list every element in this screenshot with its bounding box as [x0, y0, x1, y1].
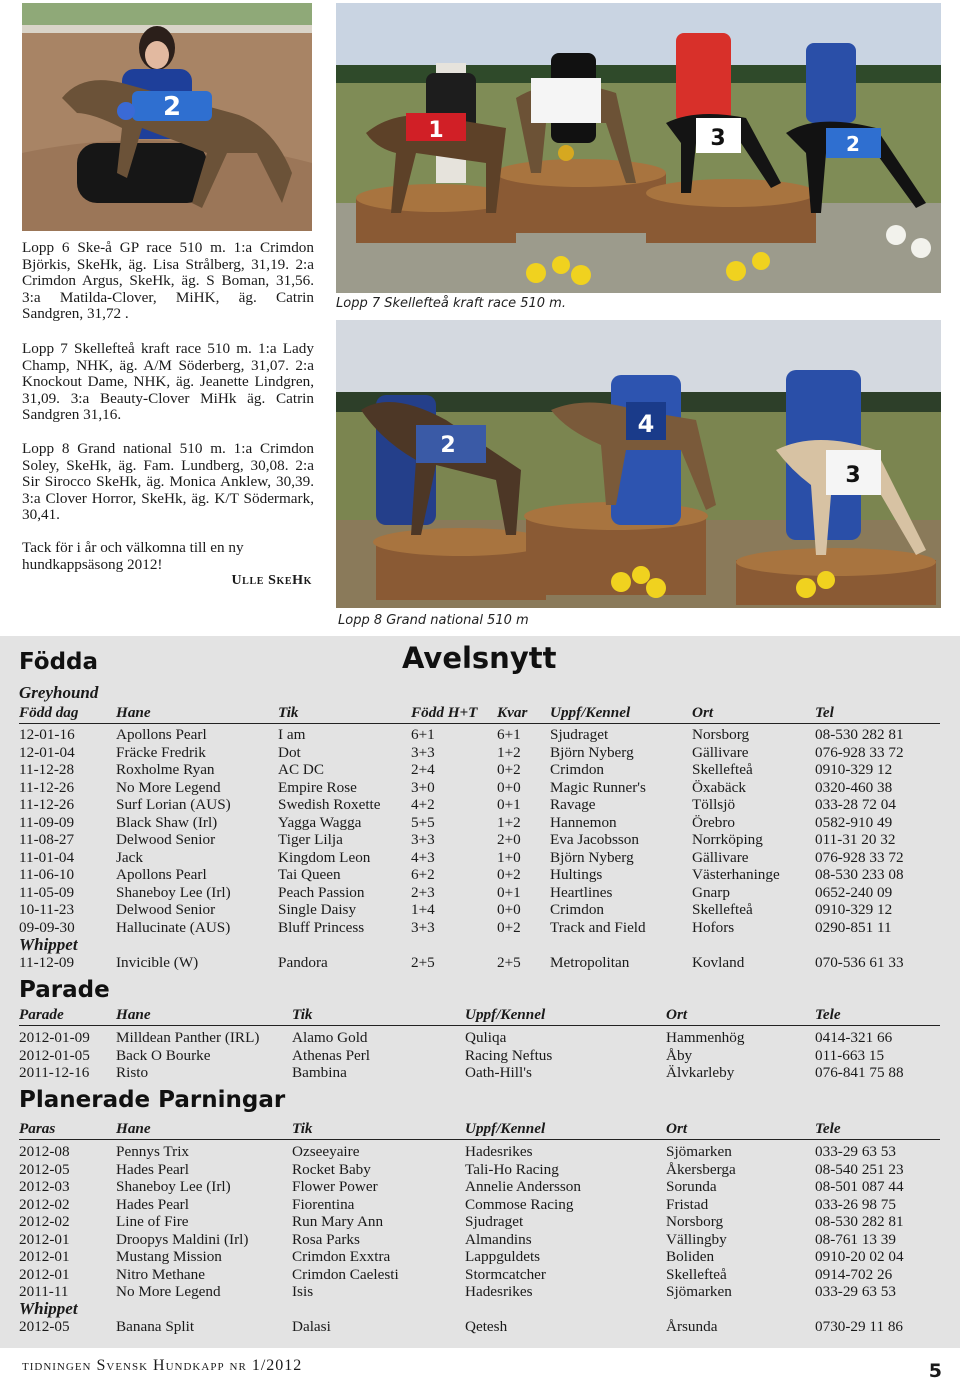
table-cell: 033-28 72 04 — [815, 796, 896, 813]
table-cell: Single Daisy — [278, 901, 357, 918]
table-cell: 08-761 13 39 — [815, 1230, 896, 1248]
table-cell: Shaneboy Lee (Irl) — [116, 883, 231, 901]
article-paragraph-race-8: Lopp 8 Grand national 510 m. 1:a Crimdon Soley, SkeHk, äg. Fam. Lundberg, 30,08. 2:a Sir Sirocco SkeHk, äg. Monica Anklew, 30,39. 3:a Clover Horror, SkeHk, äg. K/T Södermark, 30,41. — [22, 440, 314, 524]
svg-text:2: 2 — [440, 433, 456, 458]
table-cell: 11-05-09 — [19, 883, 75, 901]
table-cell: Banana Split — [116, 1318, 195, 1335]
svg-text:1: 1 — [428, 118, 444, 143]
table-cell: Line of Fire — [116, 1213, 189, 1230]
table-cell: 033-29 63 53 — [815, 1143, 896, 1160]
table-cell: 6+2 — [411, 866, 435, 883]
photo-podium-race-8 — [336, 320, 941, 608]
table-cell: Sjömarken — [666, 1143, 732, 1160]
column-header: Parade — [19, 1006, 64, 1023]
table-cell: Hultings — [550, 866, 603, 883]
table-cell: Björn Nyberg — [550, 743, 634, 761]
article-paragraph-closing: Tack för i år och välkomna till en ny hundkappsäsong 2012! — [22, 539, 244, 573]
table-cell: 1+0 — [497, 848, 521, 866]
table-cell: 3+3 — [411, 918, 435, 936]
table-cell: Shaneboy Lee (Irl) — [116, 1178, 231, 1195]
table-cell: Magic Runner's — [550, 778, 646, 796]
table-cell: 11-12-09 — [19, 954, 75, 971]
table-cell: Björn Nyberg — [550, 848, 634, 866]
table-cell: 0914-702 26 — [815, 1265, 893, 1283]
table-cell: Qetesh — [465, 1318, 508, 1335]
table-cell: 2012-03 — [19, 1178, 70, 1195]
table-cell: 2012-08 — [19, 1143, 70, 1160]
table-cell: No More Legend — [116, 778, 221, 796]
table-row — [19, 1231, 940, 1249]
column-header: Hane — [116, 1006, 151, 1023]
table-cell: Almandins — [465, 1230, 532, 1248]
table-row — [19, 831, 940, 849]
column-header: Tik — [292, 1006, 313, 1023]
table-cell: 3+3 — [411, 831, 435, 848]
table-cell: Töllsjö — [692, 796, 736, 813]
table-cell: No More Legend — [116, 1283, 221, 1300]
table-cell: Ravage — [550, 796, 596, 813]
table-row — [19, 1178, 940, 1196]
table-cell: Heartlines — [550, 883, 613, 901]
table-row — [19, 726, 940, 744]
article-paragraph-race-6: Lopp 6 Ske-å GP race 510 m. 1:a Crimdon Björkis, SkeHk, äg. Lisa Strålberg, 31,19. 2:a Crimdon Argus, SkeHk, äg. S Boman, 31,56. 3:a Matilda-Clover, MiHK, äg. Catrin Sandgren, 31,72 . — [22, 239, 314, 323]
table-cell: 2+5 — [411, 954, 435, 971]
table-cell: 08-530 282 81 — [815, 726, 904, 743]
table-row — [19, 744, 940, 762]
table-cell: Flower Power — [292, 1178, 378, 1195]
table-cell: Nitro Methane — [116, 1265, 205, 1283]
table-cell: Apollons Pearl — [116, 726, 207, 743]
table-header-planerade — [19, 1120, 940, 1140]
table-cell: 2+0 — [497, 831, 521, 848]
column-header: Uppf/Kennel — [550, 704, 631, 721]
table-cell: 11-12-26 — [19, 796, 75, 813]
table-cell: 2012-01-05 — [19, 1046, 90, 1064]
table-row — [19, 796, 940, 814]
table-cell: Delwood Senior — [116, 831, 216, 848]
table-cell: 0290-851 11 — [815, 918, 892, 936]
table-cell: 0910-329 12 — [815, 901, 893, 918]
table-cell: Boliden — [666, 1248, 715, 1265]
column-header: Hane — [116, 704, 151, 721]
table-cell: Stormcatcher — [465, 1265, 546, 1283]
table-cell: 11-09-09 — [19, 813, 75, 831]
column-header: Tik — [292, 1120, 313, 1137]
table-cell: Sjudraget — [550, 726, 609, 743]
table-cell: 3+0 — [411, 778, 435, 796]
subheading-whippet-fodda: Whippet — [19, 935, 78, 954]
table-cell: I am — [278, 726, 306, 743]
table-cell: Crimdon Caelesti — [292, 1265, 399, 1283]
table-cell: 2011-11 — [19, 1283, 69, 1300]
footer-magazine-title: tidningen Svensk Hundkapp nr 1/2012 — [22, 1357, 303, 1374]
table-cell: 2012-01 — [19, 1230, 70, 1248]
table-planerade-whippet — [19, 1318, 940, 1336]
table-cell: 6+1 — [497, 726, 521, 743]
table-cell: 011-663 15 — [815, 1046, 885, 1064]
table-cell: Yagga Wagga — [278, 813, 362, 831]
table-cell: Run Mary Ann — [292, 1213, 384, 1230]
table-cell: Gällivare — [692, 848, 749, 866]
table-cell: 0+2 — [497, 866, 521, 883]
table-cell: Crimdon — [550, 901, 605, 918]
table-cell: Skellefteå — [666, 1265, 727, 1283]
table-cell: Sorunda — [666, 1178, 717, 1195]
table-planerade — [19, 1143, 940, 1301]
table-cell: Fräcke Fredrik — [116, 743, 206, 761]
column-header: Tele — [815, 1006, 841, 1023]
table-cell: Oath-Hill's — [465, 1064, 532, 1081]
table-cell: Kovland — [692, 954, 745, 971]
table-cell: 2012-02 — [19, 1195, 70, 1213]
table-cell: Jack — [116, 848, 143, 866]
table-cell: 0582-910 49 — [815, 813, 893, 831]
column-header: Född H+T — [411, 704, 478, 721]
table-cell: Dot — [278, 743, 301, 761]
table-cell: Gällivare — [692, 743, 749, 761]
table-cell: Delwood Senior — [116, 901, 216, 918]
table-cell: 1+2 — [497, 743, 521, 761]
table-cell: Rosa Parks — [292, 1230, 360, 1248]
table-cell: 0+2 — [497, 761, 521, 778]
table-cell: Mustang Mission — [116, 1248, 222, 1265]
table-cell: Pandora — [278, 954, 328, 971]
table-fodda-greyhound — [19, 726, 940, 936]
table-cell: Eva Jacobsson — [550, 831, 639, 848]
table-cell: Hofors — [692, 918, 735, 936]
table-cell: 076-928 33 72 — [815, 848, 904, 866]
table-cell: Öxabäck — [692, 778, 746, 796]
table-cell: Åby — [666, 1046, 693, 1064]
table-header-fodda — [19, 704, 940, 724]
table-cell: Skellefteå — [692, 901, 753, 918]
table-row — [19, 849, 940, 867]
table-cell: Droopys Maldini (Irl) — [116, 1230, 249, 1248]
table-cell: Norsborg — [692, 726, 750, 743]
table-cell: Metropolitan — [550, 954, 630, 971]
table-cell: 2011-12-16 — [19, 1064, 90, 1081]
table-cell: 1+4 — [411, 901, 435, 918]
table-cell: 2012-05 — [19, 1160, 70, 1178]
table-row — [19, 1047, 940, 1065]
column-header: Ort — [666, 1120, 688, 1137]
table-cell: 2012-01-09 — [19, 1029, 90, 1046]
table-cell: Skellefteå — [692, 761, 753, 778]
article-signature: Ulle SkeHk — [231, 573, 312, 588]
subheading-whippet-planerade: Whippet — [19, 1299, 78, 1318]
table-cell: 076-841 75 88 — [815, 1064, 904, 1081]
table-cell: Hannemon — [550, 813, 617, 831]
table-cell: Tai Queen — [278, 866, 341, 883]
table-cell: 12-01-04 — [19, 743, 75, 761]
table-cell: 2012-05 — [19, 1318, 70, 1335]
table-cell: 11-12-26 — [19, 778, 75, 796]
table-row — [19, 1029, 940, 1047]
table-cell: Racing Neftus — [465, 1046, 553, 1064]
table-row — [19, 954, 940, 972]
table-row — [19, 1213, 940, 1231]
table-parade — [19, 1029, 940, 1082]
table-cell: Crimdon — [550, 761, 605, 778]
table-cell: 033-29 63 53 — [815, 1283, 896, 1300]
table-row — [19, 1196, 940, 1214]
table-cell: Sjömarken — [666, 1283, 732, 1300]
table-cell: Gnarp — [692, 883, 730, 901]
table-row — [19, 761, 940, 779]
table-cell: 5+5 — [411, 813, 435, 831]
section-title-parade: Parade — [19, 977, 110, 1003]
table-cell: Black Shaw (Irl) — [116, 813, 218, 831]
table-cell: Crimdon Exxtra — [292, 1248, 391, 1265]
table-cell: Swedish Roxette — [278, 796, 381, 813]
table-cell: Hades Pearl — [116, 1160, 189, 1178]
table-cell: 2012-01 — [19, 1265, 70, 1283]
table-cell: Vällingby — [666, 1230, 727, 1248]
section-title-planerade: Planerade Parningar — [19, 1087, 286, 1113]
table-cell: Årsunda — [666, 1318, 718, 1335]
column-header: Hane — [116, 1120, 151, 1137]
svg-text:2: 2 — [846, 132, 860, 156]
photo-podium-race-7 — [336, 3, 941, 293]
column-header: Född dag — [19, 704, 79, 721]
table-cell: 0+0 — [497, 901, 521, 918]
table-cell: Pennys Trix — [116, 1143, 190, 1160]
svg-text:4: 4 — [637, 410, 655, 438]
table-cell: Örebro — [692, 813, 736, 831]
column-header: Paras — [19, 1120, 56, 1137]
table-row — [19, 901, 940, 919]
table-cell: 11-12-28 — [19, 761, 75, 778]
table-cell: Alamo Gold — [292, 1029, 368, 1046]
table-row — [19, 866, 940, 884]
table-cell: 2012-02 — [19, 1213, 70, 1230]
svg-text:3: 3 — [710, 126, 726, 151]
table-cell: Athenas Perl — [292, 1046, 371, 1064]
table-row — [19, 1266, 940, 1284]
table-cell: 0+2 — [497, 918, 521, 936]
table-cell: 6+1 — [411, 726, 435, 743]
table-row — [19, 884, 940, 902]
table-cell: 11-08-27 — [19, 831, 75, 848]
table-cell: Sjudraget — [465, 1213, 524, 1230]
table-cell: Åkersberga — [666, 1160, 736, 1178]
table-cell: Hades Pearl — [116, 1195, 189, 1213]
table-cell: Milldean Panther (IRL) — [116, 1029, 260, 1046]
column-header: Tel — [815, 704, 834, 721]
table-row — [19, 919, 940, 937]
table-cell: 0+0 — [497, 778, 521, 796]
table-cell: Track and Field — [550, 918, 646, 936]
photo-handler-with-greyhound — [22, 3, 312, 231]
table-row — [19, 1161, 940, 1179]
table-cell: Hammenhög — [666, 1029, 745, 1046]
photo-caption-race-8: Lopp 8 Grand national 510 m — [338, 613, 529, 628]
table-cell: 011-31 20 32 — [815, 831, 896, 848]
table-row — [19, 814, 940, 832]
table-cell: 08-530 233 08 — [815, 866, 904, 883]
table-cell: 0+1 — [497, 796, 521, 813]
table-fodda-whippet — [19, 954, 940, 972]
table-cell: 0+1 — [497, 883, 521, 901]
table-cell: Bambina — [292, 1064, 347, 1081]
svg-text:3: 3 — [845, 463, 861, 488]
table-cell: Hallucinate (AUS) — [116, 918, 231, 936]
table-cell: Bluff Princess — [278, 918, 365, 936]
table-cell: Empire Rose — [278, 778, 357, 796]
table-cell: Lappguldets — [465, 1248, 541, 1265]
photo-caption-race-7: Lopp 7 Skellefteå kraft race 510 m. — [336, 296, 566, 311]
table-row — [19, 1064, 940, 1082]
svg-text:2: 2 — [162, 92, 182, 122]
article-paragraph-race-7: Lopp 7 Skellefteå kraft race 510 m. 1:a Lady Champ, NHK, äg. A/M Söderberg, 31,07. 2:a Knockout Dame, NHK, äg. Jeanette Lindgren, 31,09. 3:a Beauty-Clover MiHk äg. Catrin Sandgren 31,16. — [22, 340, 314, 424]
table-cell: Norrköping — [692, 831, 763, 848]
table-cell: Invicible (W) — [116, 954, 199, 971]
table-cell: 0910-329 12 — [815, 761, 893, 778]
table-cell: Rocket Baby — [292, 1160, 371, 1178]
table-row — [19, 1318, 940, 1336]
table-cell: 11-01-04 — [19, 848, 75, 866]
table-cell: 2012-01 — [19, 1248, 70, 1265]
table-cell: 0910-20 02 04 — [815, 1248, 904, 1265]
column-header: Uppf/Kennel — [465, 1120, 546, 1137]
table-row — [19, 1143, 940, 1161]
table-cell: 0652-240 09 — [815, 883, 893, 901]
table-cell: 3+3 — [411, 743, 435, 761]
table-cell: Peach Passion — [278, 883, 365, 901]
table-row — [19, 1248, 940, 1266]
table-cell: 0730-29 11 86 — [815, 1318, 904, 1335]
table-cell: Tali-Ho Racing — [465, 1160, 559, 1178]
table-cell: Hadesrikes — [465, 1143, 533, 1160]
page-number: 5 — [928, 1360, 942, 1381]
table-cell: 4+2 — [411, 796, 435, 813]
table-cell: Hadesrikes — [465, 1283, 533, 1300]
column-header: Ort — [692, 704, 714, 721]
table-cell: 033-26 98 75 — [815, 1195, 896, 1213]
table-cell: AC DC — [278, 761, 324, 778]
column-header: Kvar — [497, 704, 528, 721]
table-cell: 4+3 — [411, 848, 435, 866]
table-cell: Apollons Pearl — [116, 866, 207, 883]
table-cell: Isis — [292, 1283, 314, 1300]
table-cell: Surf Lorian (AUS) — [116, 796, 231, 813]
table-cell: Älvkarleby — [666, 1064, 735, 1081]
table-cell: Roxholme Ryan — [116, 761, 215, 778]
table-cell: 076-928 33 72 — [815, 743, 904, 761]
table-cell: Annelie Andersson — [465, 1178, 581, 1195]
table-cell: 070-536 61 33 — [815, 954, 904, 971]
table-header-parade — [19, 1006, 940, 1026]
table-cell: Back O Bourke — [116, 1046, 211, 1064]
subheading-greyhound: Greyhound — [19, 683, 99, 702]
column-header: Uppf/Kennel — [465, 1006, 546, 1023]
table-cell: 2+3 — [411, 883, 435, 901]
table-cell: 1+2 — [497, 813, 521, 831]
table-cell: 08-530 282 81 — [815, 1213, 904, 1230]
table-cell: Norsborg — [666, 1213, 724, 1230]
table-cell: Kingdom Leon — [278, 848, 371, 866]
table-cell: 2+4 — [411, 761, 435, 778]
panel-title: Avelsnytt — [402, 641, 557, 675]
column-header: Tele — [815, 1120, 841, 1137]
table-cell: Västerhaninge — [692, 866, 780, 883]
table-cell: Dalasi — [292, 1318, 331, 1335]
table-cell: Commose Racing — [465, 1195, 574, 1213]
table-cell: 09-09-30 — [19, 918, 75, 936]
column-header: Tik — [278, 704, 299, 721]
table-cell: 10-11-23 — [19, 901, 75, 918]
table-cell: Ozseeyaire — [292, 1143, 360, 1160]
table-cell: Tiger Lilja — [278, 831, 343, 848]
table-cell: 2+5 — [497, 954, 521, 971]
section-title-fodda: Födda — [19, 649, 99, 675]
table-cell: 11-06-10 — [19, 866, 75, 883]
table-cell: Fristad — [666, 1195, 709, 1213]
table-cell: 0414-321 66 — [815, 1029, 893, 1046]
table-cell: 12-01-16 — [19, 726, 75, 743]
column-header: Ort — [666, 1006, 688, 1023]
table-row — [19, 1283, 940, 1301]
table-cell: Quliqa — [465, 1029, 507, 1046]
table-cell: 08-501 087 44 — [815, 1178, 904, 1195]
table-cell: Risto — [116, 1064, 149, 1081]
table-cell: 0320-460 38 — [815, 778, 893, 796]
table-cell: 08-540 251 23 — [815, 1160, 904, 1178]
table-cell: Fiorentina — [292, 1195, 355, 1213]
table-row — [19, 779, 940, 797]
